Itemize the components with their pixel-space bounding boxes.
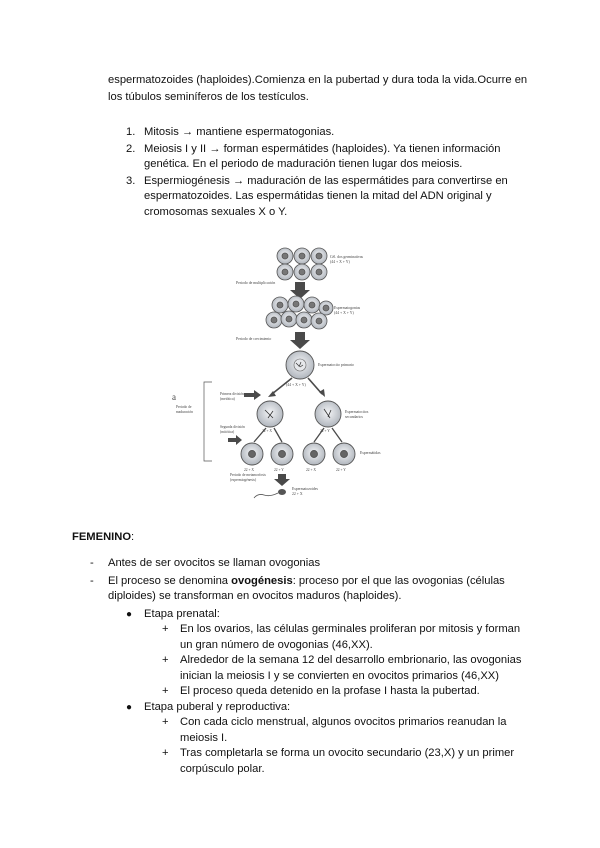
list-item-text: corpúsculo polar. [180,762,265,775]
list-item-text: inician la meiosis I y se convierten en ovocitos primarios (46,XX) [180,669,499,682]
section-title-femenino [72,531,134,543]
list-item-text: Etapa puberal y reproductiva: [144,700,291,713]
dash-bullet-icon: - [90,574,94,587]
list-item-text: Meiosis I y II → forman espermátides (haploides). Ya tienen información [144,142,501,155]
plus-bullet-icon: + [162,654,169,666]
spermatid-formula: 22 + Y [336,468,346,472]
label-sperm-formula: 22 + X [292,492,303,496]
list-item [108,142,528,173]
circle-bullet-icon: ● [126,608,133,620]
label-primary: Espermatocito primario [318,363,354,367]
list-item-text: Con cada ciclo menstrual, algunos ovocitos primarios reanudan la [180,716,507,728]
text-span: El proceso se denomina [108,574,232,587]
list-item [72,556,532,572]
list-item-text: cromosomas sexuales X o Y. [144,205,288,218]
spermatid-formula: 22 + X [306,468,317,472]
label-first-division: Primera división [220,392,244,396]
list-item-text: espermatozoides. Las espermátidas tienen la mitad del ADN original y [144,190,492,202]
side-text: maduración [176,410,193,414]
list-item-text: En los ovarios, las células germinales proliferan por mitosis y forman [180,623,521,635]
list-item-text: diploides) se transforman en ovocitos maduros (haploides). [108,590,402,602]
list-item [72,684,532,700]
femenino-list [72,556,532,777]
list-item-text: El proceso queda detenido en la profase I hasta la pubertad. [180,685,480,697]
label-germ-cells: Cél. dos germinativas [330,255,364,259]
germ-cells [277,248,327,280]
list-item-text: Espermiogénesis → maduración de las espermátides para convertirse en [144,174,508,187]
list-item-text: genética. En el periodo de maduración tienen lugar dos meiosis. [144,158,463,170]
secondary-spermatocyte-cells [257,401,341,427]
list-item [72,607,532,623]
secondary-right-formula: 22 + Y [320,429,330,433]
text-span: : proceso por el que las ovogonias (células [292,574,505,587]
plus-bullet-icon: + [162,747,169,759]
circle-bullet-icon: ● [126,701,133,713]
bold-term: ovogénesis [231,574,293,587]
list-item-text: meiosis I. [180,731,228,744]
list-item-text: Alrededor de la semana 12 del desarrollo embrionario, las ovogonias [180,654,522,666]
label-spermatogonia-formula: (44 + X + Y) [334,311,354,315]
spermatogonia-cells [266,296,333,329]
list-item-text: un gran número de ovogonias (46,XX). [180,638,373,651]
list-item [72,715,532,746]
section-title-text: FEMENINO [72,531,132,543]
list-item-text [108,574,532,590]
label-maturation-sub: (espermiogénesis) [230,478,257,482]
spermatid-formula: 22 + X [244,468,255,472]
list-item [72,574,532,605]
maturation-bracket [204,382,212,461]
spermatozoon-icon [254,489,286,498]
side-text: Periodo de [176,405,192,409]
label-secondary: Espermatocitos [345,410,369,414]
label-sperm: Espermatozoides [292,487,318,491]
label-second-division: Segunda división [220,425,245,429]
label-secondary-sub: secundarios [345,415,363,419]
intro-paragraph [108,72,528,106]
list-item-text: Antes de ser ovocitos se llaman ovogonias [108,557,321,569]
arrow-right-icon [228,435,242,445]
label-second-division-sub: (mitótica) [220,430,235,434]
plus-bullet-icon: + [162,716,169,728]
label-spermatids: Espermátidas [360,451,381,455]
label-first-division-sub: (meiótica) [220,397,235,401]
arrow-down-icon [274,474,290,486]
label-primary-formula: (44 + X + Y) [286,383,306,387]
spermatid-cells [241,443,355,465]
list-number: 3. [126,174,136,187]
spermatogenesis-steps-list [108,125,528,221]
list-item [108,174,528,221]
plus-bullet-icon: + [162,623,169,635]
arrow-down-icon [290,332,310,349]
label-germ-formula: (44 + X + Y) [330,260,350,264]
section-title-colon: : [131,531,135,543]
primary-spermatocyte-cell [286,351,314,379]
list-item-text: Tras completarla se forma un ovocito secundario (23,X) y un primer [180,747,515,759]
label-growth: Periodo de crecimiento [236,337,272,341]
list-number: 1. [126,126,136,138]
list-item [72,622,532,653]
list-item [72,746,532,777]
list-item-text: Mitosis → mantiene espermatogonias. [144,126,335,138]
spermatid-formula: 22 + Y [274,468,284,472]
list-number: 2. [126,142,136,155]
plus-bullet-icon: + [162,685,169,697]
list-item [108,125,528,141]
side-letter: a [172,392,176,402]
list-item [72,653,532,684]
intro-line: espermatozoides (haploides).Comienza en la pubertad y dura toda la vida.Ocurre en [108,74,528,86]
spermatogenesis-diagram [168,242,408,504]
arrow-right-icon [244,390,261,400]
label-multiplication: Periodo de multiplicación [236,281,276,285]
label-spermatogonia: Espermatogonias [334,306,361,310]
list-item [72,700,532,716]
dash-bullet-icon: - [90,557,94,569]
list-item-text: Etapa prenatal: [144,607,220,620]
intro-line: los túbulos seminíferos de los testículos. [108,91,309,103]
label-maturation: Periodo de metamorfosis [230,473,266,477]
secondary-left-formula: 22 + X [262,429,273,433]
